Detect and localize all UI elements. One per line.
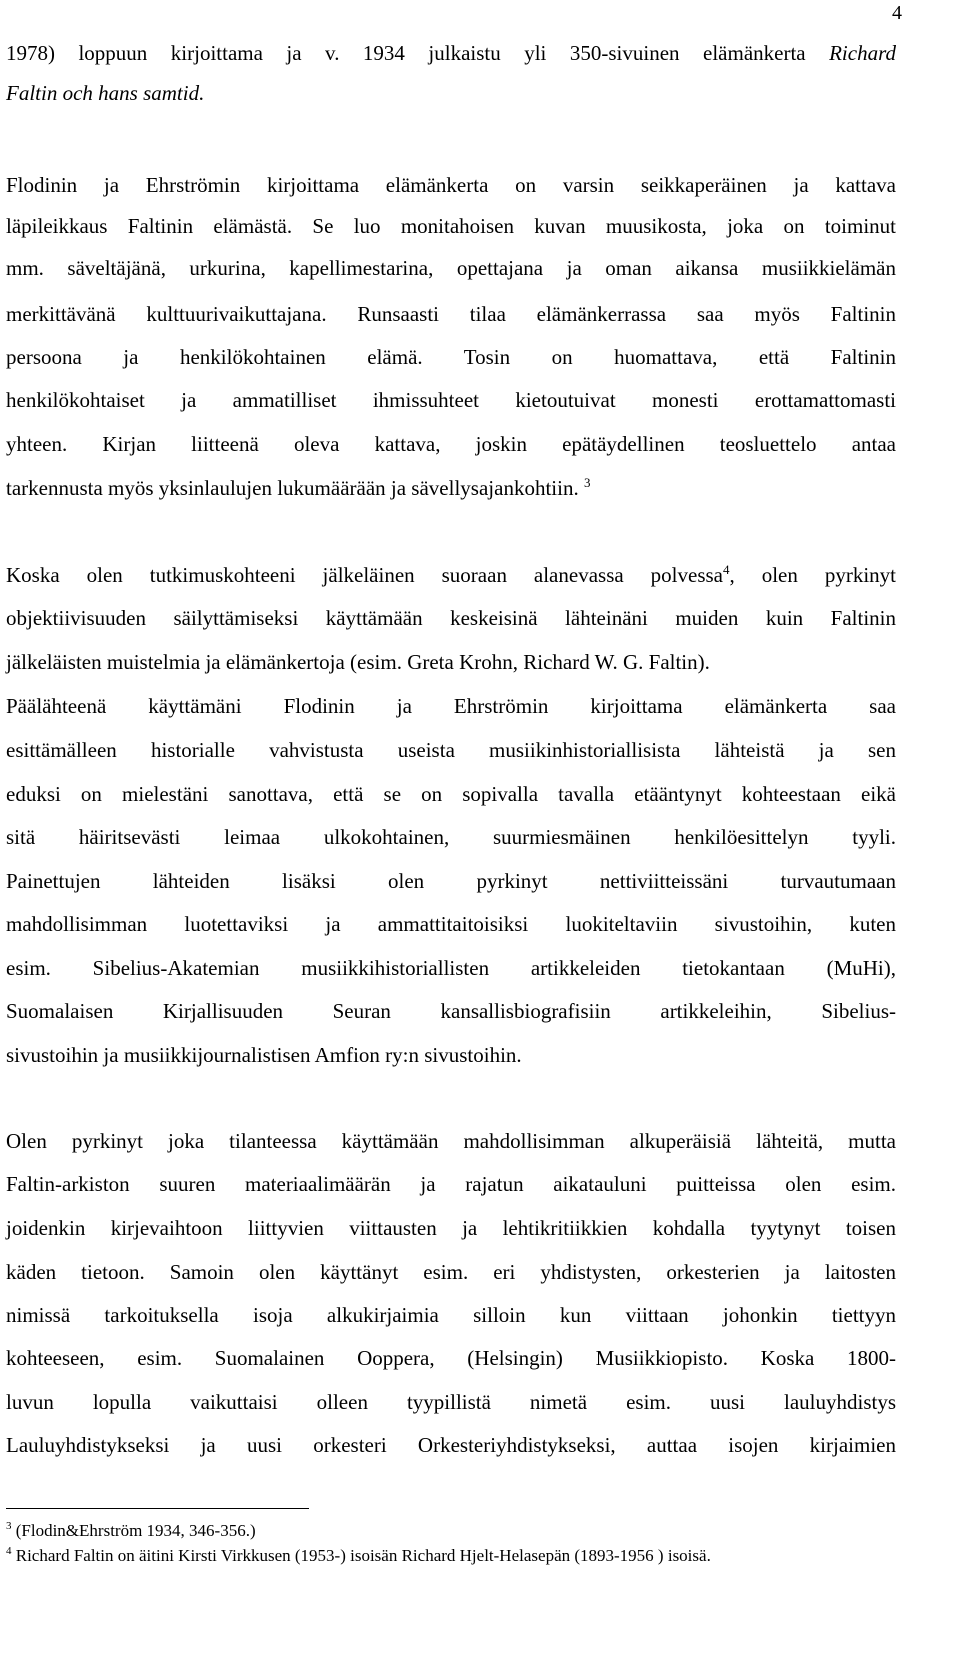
text-line xyxy=(6,1430,896,1460)
text-run: , olen pyrkinyt xyxy=(729,563,896,587)
text-line xyxy=(6,1257,896,1287)
text-run: Suomalaisen Kirjallisuuden Seuran kansallisbiografisiin artikkeleihin, Sibelius- xyxy=(6,999,896,1023)
text-line xyxy=(6,1040,896,1070)
text-run: 1978) loppuun kirjoittama ja v. 1934 julkaistu yli 350-sivuinen elämänkerta xyxy=(6,41,830,65)
text-line xyxy=(6,647,896,677)
text-run: objektiivisuuden säilyttämiseksi käyttämään keskeisinä lähteinäni muiden kuin Faltinin xyxy=(6,606,896,630)
text-line xyxy=(6,38,896,68)
text-run: Painettujen lähteiden lisäksi olen pyrkinyt nettiviitteissäni turvautumaan xyxy=(6,869,896,893)
text-run: esim. Sibelius-Akatemian musiikkihistoriallisten artikkeleiden tietokantaan (MuHi), xyxy=(6,956,896,980)
text-run: Lauluyhdistykseksi ja uusi orkesteri Orkesteriyhdistykseksi, auttaa isojen kirjaimien xyxy=(6,1433,896,1457)
text-line xyxy=(6,429,896,459)
text-run: merkittävänä kulttuurivaikuttajana. Runsaasti tilaa elämänkerrassa saa myös Faltinin xyxy=(6,302,896,326)
text-line xyxy=(6,211,896,241)
text-run: mm. säveltäjänä, urkurina, kapellimestarina, opettajana ja oman aikansa musiikkielämän xyxy=(6,256,896,280)
footnote-separator xyxy=(6,1508,309,1509)
text-run: Flodinin ja Ehrströmin kirjoittama elämänkerta on varsin seikkaperäinen ja kattava xyxy=(6,173,896,197)
text-line xyxy=(6,996,896,1026)
text-line xyxy=(6,342,896,372)
text-run: esittämälleen historialle vahvistusta useista musiikinhistoriallisista lähteistä ja sen xyxy=(6,738,896,762)
page-number: 4 xyxy=(892,2,902,24)
text-line xyxy=(6,866,896,896)
footnote xyxy=(6,1520,256,1542)
text-line xyxy=(6,1387,896,1417)
footnote-number: 3 xyxy=(6,1520,12,1532)
text-line xyxy=(6,385,896,415)
text-run: joidenkin kirjevaihtoon liittyvien viittausten ja lehtikritiikkien kohdalla tyytynyt toisen xyxy=(6,1216,896,1240)
footnote-text: (Flodin&Ehrström 1934, 346-356.) xyxy=(11,1521,256,1540)
text-run: luvun lopulla vaikuttaisi olleen tyypillistä nimetä esim. uusi lauluyhdistys xyxy=(6,1390,896,1414)
text-line xyxy=(6,779,896,809)
text-line xyxy=(6,78,896,108)
text-line xyxy=(6,1300,896,1330)
text-run: sitä häiritsevästi leimaa ulkokohtainen, suurmiesmäinen henkilöesittelyn tyyli. xyxy=(6,825,896,849)
text-run: henkilökohtaiset ja ammatilliset ihmissuhteet kietoutuivat monesti erottamattomasti xyxy=(6,388,896,412)
text-run: Olen pyrkinyt joka tilanteessa käyttämään mahdollisimman alkuperäisiä lähteitä, mutta xyxy=(6,1129,896,1153)
text-line xyxy=(6,691,896,721)
text-line xyxy=(6,1213,896,1243)
text-line xyxy=(6,822,896,852)
text-line xyxy=(6,1169,896,1199)
text-run: Faltin-arkiston suuren materiaalimäärän ja rajatun aikatauluni puitteissa olen esim. xyxy=(6,1172,896,1196)
text-line xyxy=(6,473,896,503)
footnote-marker: 3 xyxy=(583,475,591,490)
footnote-text: Richard Faltin on äitini Kirsti Virkkusen (1953-) isoisän Richard Hjelt-Helasepän (1893-1956 ) isoisä. xyxy=(11,1546,711,1565)
text-run: kohteeseen, esim. Suomalainen Ooppera, (Helsingin) Musiikkiopisto. Koska 1800- xyxy=(6,1346,896,1370)
footnote-number: 4 xyxy=(6,1545,12,1557)
text-line xyxy=(6,735,896,765)
text-line xyxy=(6,170,896,200)
text-run: nimissä tarkoituksella isoja alkukirjaimia silloin kun viittaan johonkin tiettyyn xyxy=(6,1303,896,1327)
text-run: eduksi on mielestäni sanottava, että se on sopivalla tavalla etääntynyt kohteestaan eikä xyxy=(6,782,896,806)
text-line xyxy=(6,1126,896,1156)
text-run: Koska olen tutkimuskohteeni jälkeläinen suoraan alanevassa polvessa xyxy=(6,563,723,587)
footnote xyxy=(6,1545,711,1567)
text-run: Faltin och hans samtid. xyxy=(6,81,205,105)
text-line xyxy=(6,953,896,983)
text-line xyxy=(6,1343,896,1373)
text-run: käden tietoon. Samoin olen käyttänyt esim. eri yhdistysten, orkesterien ja laitosten xyxy=(6,1260,896,1284)
text-run: läpileikkaus Faltinin elämästä. Se luo monitahoisen kuvan muusikosta, joka on toiminut xyxy=(6,214,896,238)
text-run: mahdollisimman luotettaviksi ja ammattitaitoisiksi luokiteltaviin sivustoihin, kuten xyxy=(6,912,896,936)
text-line xyxy=(6,603,896,633)
text-line xyxy=(6,909,896,939)
text-run: yhteen. Kirjan liitteenä oleva kattava, joskin epätäydellinen teosluettelo antaa xyxy=(6,432,896,456)
text-run: Päälähteenä käyttämäni Flodinin ja Ehrströmin kirjoittama elämänkerta saa xyxy=(6,694,896,718)
text-run: persoona ja henkilökohtainen elämä. Tosin on huomattava, että Faltinin xyxy=(6,345,896,369)
text-run: Richard xyxy=(829,41,896,65)
text-run: jälkeläisten muistelmia ja elämänkertoja (esim. Greta Krohn, Richard W. G. Faltin). xyxy=(6,650,710,674)
text-line xyxy=(6,253,896,283)
text-line xyxy=(6,560,896,590)
footnote-marker: 4 xyxy=(722,562,730,577)
text-run: tarkennusta myös yksinlaulujen lukumäärään ja sävellysajankohtiin. xyxy=(6,476,584,500)
text-line xyxy=(6,299,896,329)
text-run: sivustoihin ja musiikkijournalistisen Amfion ry:n sivustoihin. xyxy=(6,1043,522,1067)
